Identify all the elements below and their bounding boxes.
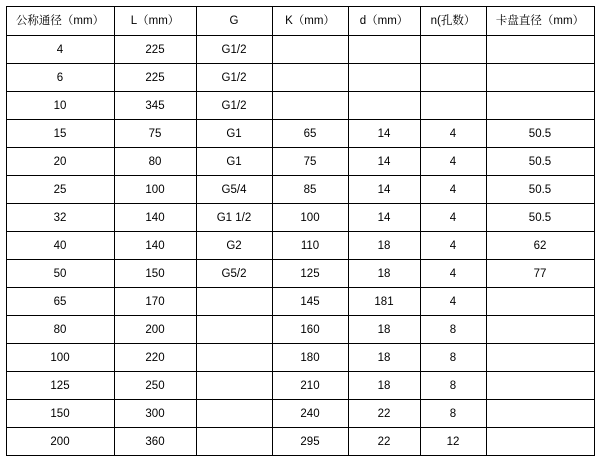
cell-k: 75 (272, 148, 348, 176)
cell-length: 140 (114, 232, 196, 260)
cell-flange-diameter: 50.5 (486, 120, 594, 148)
cell-k: 65 (272, 120, 348, 148)
cell-d: 18 (348, 232, 420, 260)
cell-hole-count: 4 (420, 176, 486, 204)
column-header-d: d（mm） (348, 7, 420, 36)
column-header-nominal-diameter: 公称通径（mm） (6, 7, 114, 36)
table-row (6, 344, 594, 372)
cell-hole-count: 4 (420, 120, 486, 148)
cell-flange-diameter (486, 36, 594, 64)
cell-thread: G1 1/2 (196, 204, 272, 232)
table-row (6, 260, 594, 288)
cell-d: 14 (348, 204, 420, 232)
cell-thread: G2 (196, 232, 272, 260)
table-row (6, 428, 594, 456)
cell-flange-diameter: 50.5 (486, 148, 594, 176)
cell-flange-diameter (486, 316, 594, 344)
cell-length: 170 (114, 288, 196, 316)
cell-k: 180 (272, 344, 348, 372)
table-row (6, 176, 594, 204)
cell-k (272, 92, 348, 120)
cell-length: 200 (114, 316, 196, 344)
cell-flange-diameter: 50.5 (486, 204, 594, 232)
cell-flange-diameter (486, 372, 594, 400)
cell-flange-diameter (486, 288, 594, 316)
cell-nominal-diameter: 65 (6, 288, 114, 316)
table-row (6, 288, 594, 316)
cell-flange-diameter (486, 428, 594, 456)
cell-nominal-diameter: 4 (6, 36, 114, 64)
cell-nominal-diameter: 80 (6, 316, 114, 344)
cell-d: 18 (348, 372, 420, 400)
cell-nominal-diameter: 200 (6, 428, 114, 456)
cell-d: 18 (348, 344, 420, 372)
cell-thread (196, 372, 272, 400)
table-row (6, 120, 594, 148)
cell-d: 14 (348, 176, 420, 204)
cell-hole-count (420, 92, 486, 120)
cell-hole-count: 4 (420, 288, 486, 316)
cell-length: 360 (114, 428, 196, 456)
table-header-row (6, 7, 594, 36)
cell-k: 125 (272, 260, 348, 288)
cell-d (348, 92, 420, 120)
cell-thread: G1/2 (196, 36, 272, 64)
cell-length: 300 (114, 400, 196, 428)
cell-length: 250 (114, 372, 196, 400)
cell-hole-count: 4 (420, 204, 486, 232)
cell-thread (196, 344, 272, 372)
cell-d: 18 (348, 260, 420, 288)
column-header-length: L（mm） (114, 7, 196, 36)
cell-k: 240 (272, 400, 348, 428)
cell-k (272, 64, 348, 92)
cell-hole-count (420, 36, 486, 64)
cell-thread: G1/2 (196, 92, 272, 120)
cell-nominal-diameter: 40 (6, 232, 114, 260)
cell-thread: G1/2 (196, 64, 272, 92)
cell-hole-count: 4 (420, 260, 486, 288)
table-row (6, 316, 594, 344)
cell-hole-count: 4 (420, 148, 486, 176)
cell-flange-diameter (486, 92, 594, 120)
table-row (6, 232, 594, 260)
cell-hole-count (420, 64, 486, 92)
cell-hole-count: 4 (420, 232, 486, 260)
cell-length: 80 (114, 148, 196, 176)
cell-k: 145 (272, 288, 348, 316)
cell-k: 295 (272, 428, 348, 456)
cell-length: 100 (114, 176, 196, 204)
cell-d: 14 (348, 148, 420, 176)
table-body (6, 36, 594, 456)
cell-nominal-diameter: 15 (6, 120, 114, 148)
cell-d: 181 (348, 288, 420, 316)
table-row (6, 372, 594, 400)
cell-k: 100 (272, 204, 348, 232)
table-row (6, 400, 594, 428)
cell-flange-diameter (486, 400, 594, 428)
cell-length: 225 (114, 36, 196, 64)
cell-d: 22 (348, 400, 420, 428)
column-header-k: K（mm） (272, 7, 348, 36)
cell-d: 18 (348, 316, 420, 344)
cell-length: 140 (114, 204, 196, 232)
column-header-flange-diameter: 卡盘直径（mm） (486, 7, 594, 36)
table-row (6, 92, 594, 120)
column-header-hole-count: n(孔数） (420, 7, 486, 36)
cell-k: 160 (272, 316, 348, 344)
cell-hole-count: 8 (420, 316, 486, 344)
cell-nominal-diameter: 6 (6, 64, 114, 92)
cell-thread (196, 316, 272, 344)
cell-length: 75 (114, 120, 196, 148)
cell-thread: G1 (196, 120, 272, 148)
table-header (6, 7, 594, 36)
cell-hole-count: 8 (420, 372, 486, 400)
cell-k: 110 (272, 232, 348, 260)
cell-nominal-diameter: 20 (6, 148, 114, 176)
cell-flange-diameter (486, 344, 594, 372)
cell-thread: G5/2 (196, 260, 272, 288)
table-row (6, 64, 594, 92)
cell-d: 14 (348, 120, 420, 148)
cell-length: 220 (114, 344, 196, 372)
cell-thread (196, 288, 272, 316)
cell-k: 85 (272, 176, 348, 204)
cell-nominal-diameter: 150 (6, 400, 114, 428)
table-row (6, 36, 594, 64)
cell-d (348, 64, 420, 92)
cell-hole-count: 8 (420, 344, 486, 372)
cell-flange-diameter (486, 64, 594, 92)
table-row (6, 148, 594, 176)
cell-nominal-diameter: 125 (6, 372, 114, 400)
cell-nominal-diameter: 50 (6, 260, 114, 288)
cell-hole-count: 8 (420, 400, 486, 428)
cell-thread: G1 (196, 148, 272, 176)
cell-nominal-diameter: 25 (6, 176, 114, 204)
cell-nominal-diameter: 32 (6, 204, 114, 232)
cell-d (348, 36, 420, 64)
cell-k: 210 (272, 372, 348, 400)
cell-thread (196, 400, 272, 428)
cell-flange-diameter: 77 (486, 260, 594, 288)
cell-length: 345 (114, 92, 196, 120)
cell-nominal-diameter: 100 (6, 344, 114, 372)
cell-k (272, 36, 348, 64)
column-header-thread: G (196, 7, 272, 36)
specification-table (6, 6, 595, 456)
cell-length: 225 (114, 64, 196, 92)
cell-d: 22 (348, 428, 420, 456)
cell-thread (196, 428, 272, 456)
cell-length: 150 (114, 260, 196, 288)
cell-thread: G5/4 (196, 176, 272, 204)
cell-flange-diameter: 62 (486, 232, 594, 260)
table-row (6, 204, 594, 232)
cell-flange-diameter: 50.5 (486, 176, 594, 204)
cell-nominal-diameter: 10 (6, 92, 114, 120)
cell-hole-count: 12 (420, 428, 486, 456)
